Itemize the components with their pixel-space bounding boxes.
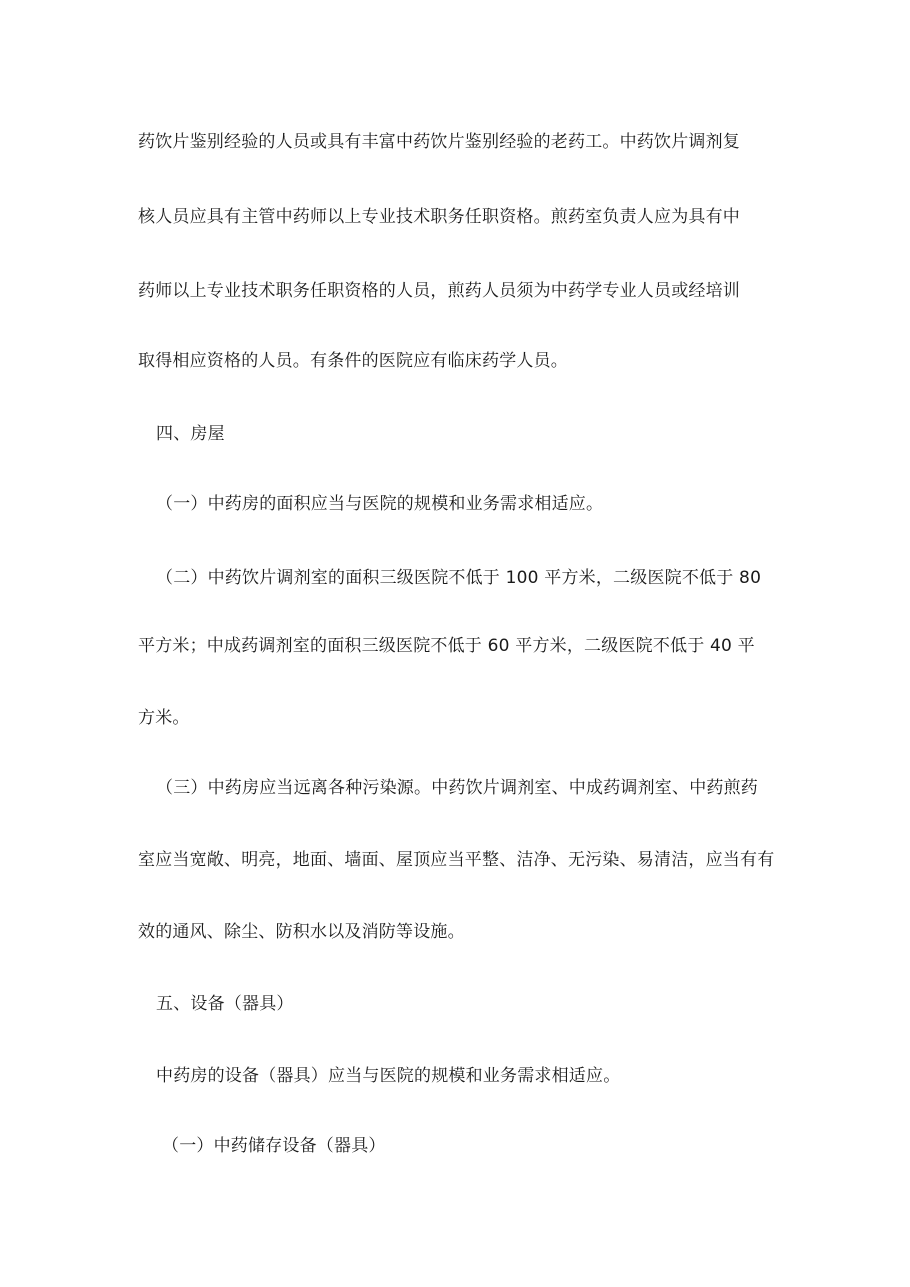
section-heading: 四、房屋	[156, 424, 225, 444]
paragraph-line: 药师以上专业技术职务任职资格的人员，煎药人员须为中药学专业人员或经培训	[138, 281, 740, 301]
paragraph-line: 效的通风、除尘、防积水以及消防等设施。	[138, 922, 465, 942]
paragraph-line: 药饮片鉴别经验的人员或具有丰富中药饮片鉴别经验的老药工。中药饮片调剂复	[138, 132, 740, 152]
paragraph-line: （二）中药饮片调剂室的面积三级医院不低于 100 平方米，二级医院不低于 80	[156, 568, 762, 588]
section-heading: 五、设备（器具）	[156, 994, 294, 1014]
paragraph-line: 取得相应资格的人员。有条件的医院应有临床药学人员。	[138, 351, 568, 371]
paragraph-line: 方米。	[138, 708, 190, 728]
paragraph-line: 中药房的设备（器具）应当与医院的规模和业务需求相适应。	[156, 1066, 621, 1086]
paragraph-line: 室应当宽敞、明亮，地面、墙面、屋顶应当平整、洁净、无污染、易清洁，应当有有	[138, 850, 775, 870]
paragraph-line: （三）中药房应当远离各种污染源。中药饮片调剂室、中成药调剂室、中药煎药	[156, 778, 758, 798]
list-item: （一）中药储存设备（器具）	[162, 1136, 386, 1156]
paragraph-line: 平方米；中成药调剂室的面积三级医院不低于 60 平方米，二级医院不低于 40 平	[138, 636, 755, 656]
list-item: （一）中药房的面积应当与医院的规模和业务需求相适应。	[156, 494, 604, 514]
paragraph-line: 核人员应具有主管中药师以上专业技术职务任职资格。煎药室负责人应为具有中	[138, 207, 740, 227]
